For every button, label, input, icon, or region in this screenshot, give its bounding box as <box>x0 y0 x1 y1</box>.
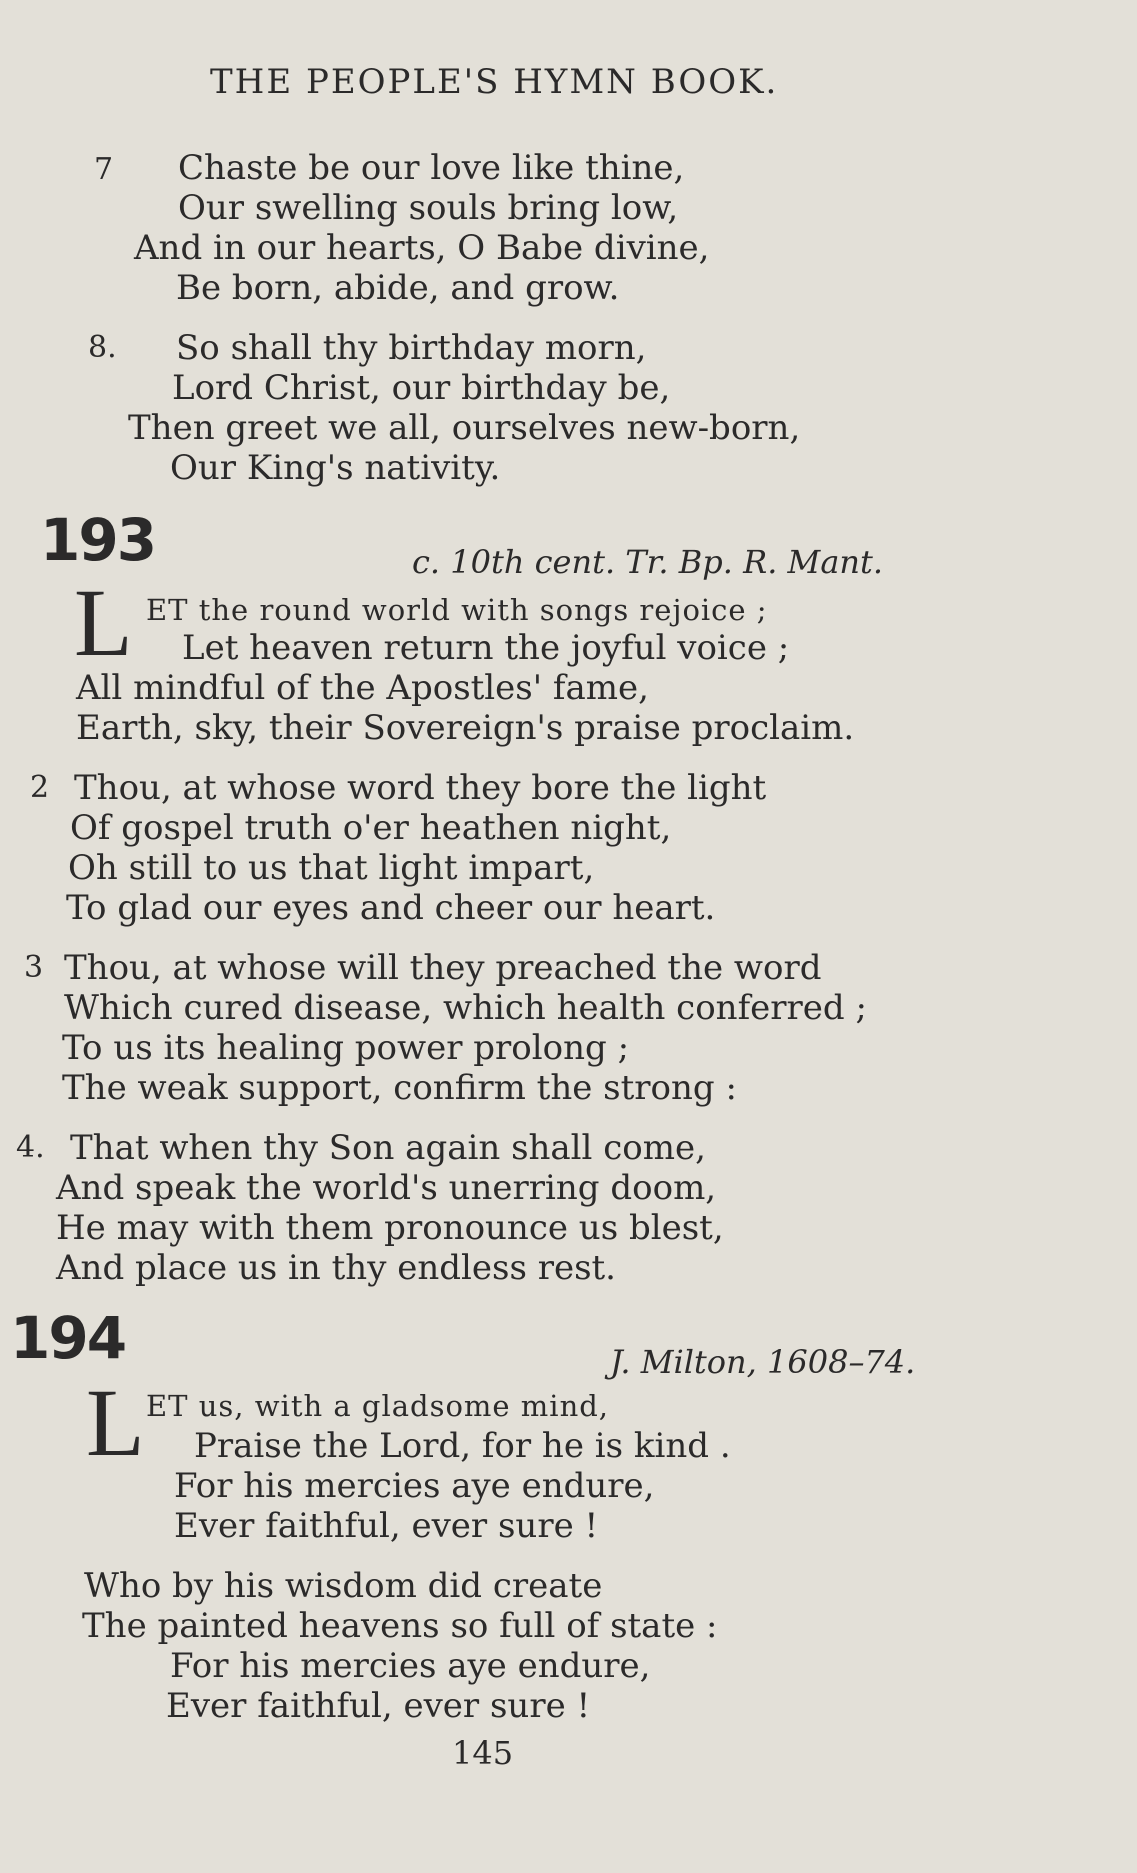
stanza-number: 4. <box>16 1130 45 1165</box>
verse-line: Our swelling souls bring low, <box>178 188 679 228</box>
verse-line: To us its healing power prolong ; <box>62 1028 630 1068</box>
verse-line: Who by his wisdom did create <box>84 1566 603 1606</box>
verse-line: To glad our eyes and cheer our heart. <box>66 888 716 928</box>
verse-line: Our King's nativity. <box>170 448 501 488</box>
verse-line: For his mercies aye endure, <box>170 1646 651 1686</box>
running-head: THE PEOPLE'S HYMN BOOK. <box>210 62 779 102</box>
verse-line: Thou, at whose word they bore the light <box>74 768 767 808</box>
stanza-number: 8. <box>88 330 117 365</box>
verse-line: The weak support, confirm the strong : <box>62 1068 737 1108</box>
verse-line: The painted heavens so full of state : <box>82 1606 718 1646</box>
verse-line: Then greet we all, ourselves new-born, <box>128 408 801 448</box>
verse-line: And speak the world's unerring doom, <box>56 1168 717 1208</box>
verse-line: Praise the Lord, for he is kind . <box>194 1426 731 1466</box>
hymn-number: 193 <box>40 506 156 574</box>
verse-line: Ever faithful, ever sure ! <box>174 1506 599 1546</box>
verse-line: Which cured disease, which health conferred ; <box>64 988 867 1028</box>
hymn-attribution: c. 10th cent. Tr. Bp. R. Mant. <box>412 543 884 581</box>
verse-line: For his mercies aye endure, <box>174 1466 655 1506</box>
verse-line: All mindful of the Apostles' fame, <box>76 668 649 708</box>
stanza-number: 2 <box>30 770 50 805</box>
verse-line: ET the round world with songs rejoice ; <box>146 593 768 627</box>
hymn-number: 194 <box>10 1304 126 1372</box>
verse-line: Chaste be our love like thine, <box>178 148 685 188</box>
drop-capital: L <box>74 569 133 676</box>
verse-line: Ever faithful, ever sure ! <box>166 1686 591 1726</box>
verse-line: Of gospel truth o'er heathen night, <box>70 808 672 848</box>
verse-line: Thou, at whose will they preached the word <box>64 948 822 988</box>
page-number: 145 <box>452 1734 514 1772</box>
verse-line: Earth, sky, their Sovereign's praise proclaim. <box>76 708 855 748</box>
stanza-number: 7 <box>94 152 114 187</box>
verse-line: Be born, abide, and grow. <box>176 268 620 308</box>
verse-line: ET us, with a gladsome mind, <box>146 1389 610 1423</box>
verse-line: And in our hearts, O Babe divine, <box>134 228 710 268</box>
stanza-number: 3 <box>24 950 44 985</box>
verse-line: Lord Christ, our birthday be, <box>172 368 671 408</box>
drop-capital: L <box>86 1369 145 1476</box>
verse-line: Let heaven return the joyful voice ; <box>182 628 790 668</box>
hymn-attribution: J. Milton, 1608–74. <box>610 1343 916 1381</box>
verse-line: And place us in thy endless rest. <box>56 1248 616 1288</box>
verse-line: So shall thy birthday morn, <box>176 328 647 368</box>
verse-line: Oh still to us that light impart, <box>68 848 595 888</box>
verse-line: That when thy Son again shall come, <box>70 1128 706 1168</box>
verse-line: He may with them pronounce us blest, <box>56 1208 724 1248</box>
